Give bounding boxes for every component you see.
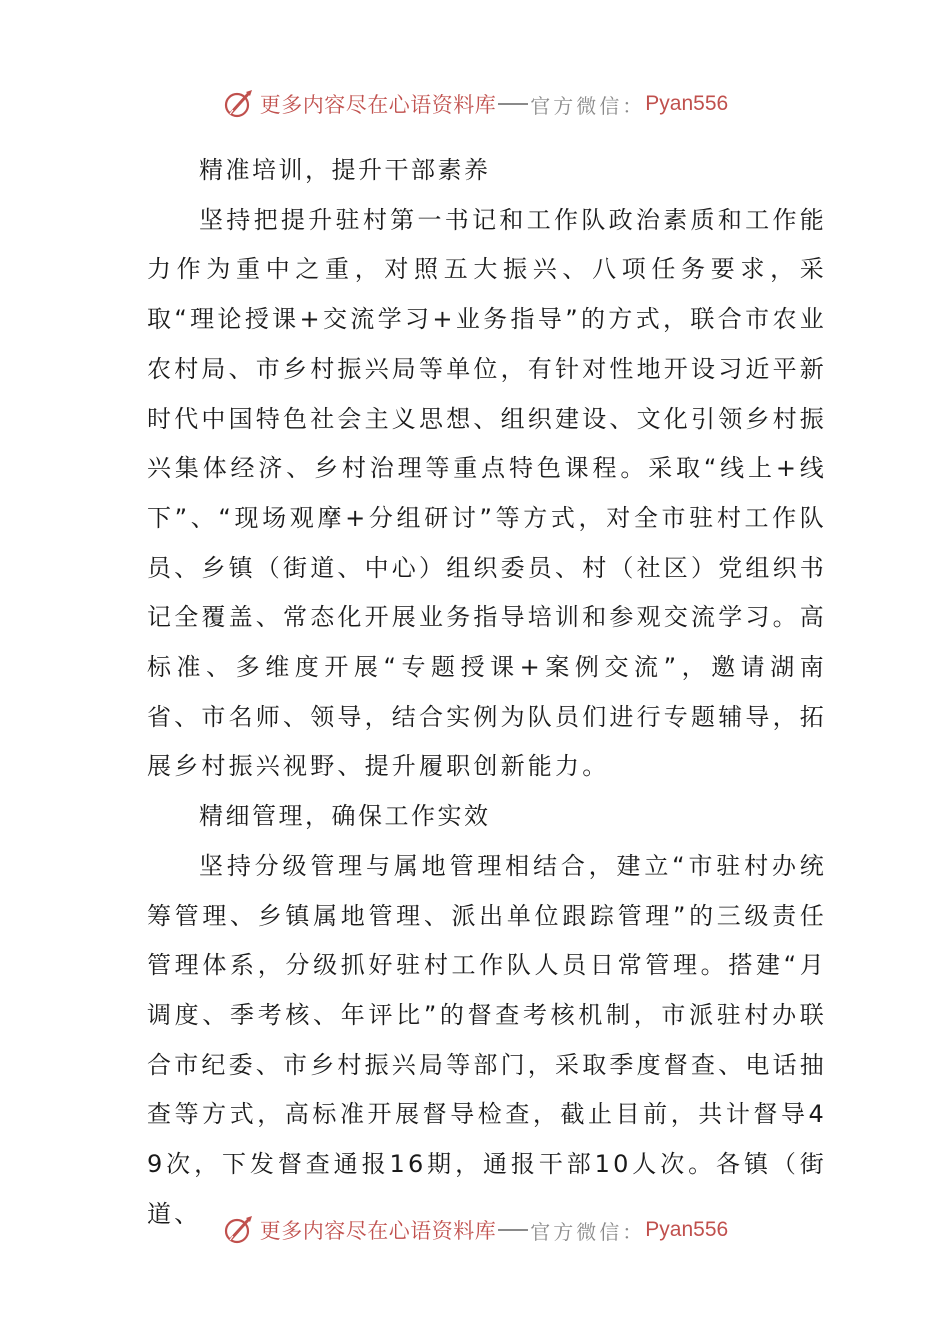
- watermark-official: 官方微信：: [530, 93, 646, 118]
- section-paragraph: 坚持分级管理与属地管理相结合，建立“市驻村办统筹管理、乡镇属地管理、派出单位跟踪管理”的三级责任管理体系，分级抓好驻村工作队人员日常管理。搭建“月调度、季考核、年评比”的督查考核机制，市派驻村办联合市纪委、市乡村振兴局等部门，采取季度督查、电话抽查等方式，高标准开展督导检查，截止目前，共计督导49次，下发督查通报16期，通报干部10人次。各镇（街道、: [147, 851, 827, 1228]
- section-paragraph: 坚持把提升驻村第一书记和工作队政治素质和工作能力作为重中之重，对照五大振兴、八项任务要求，采取“理论授课+交流学习+业务指导”的方式，联合市农业农村局、市乡村振兴局等单位，有针对性地开设习近平新时代中国特色社会主义思想、组织建设、文化引领乡村振兴集体经济、乡村治理等重点特色课程。采取“线上+线下”、“现场观摩+分组研讨”等方式，对全市驻村工作队员、乡镇（街道、中心）组织委员、村（社区）党组织书记全覆盖、常态化开展业务指导培训和参观交流学习。高标准、多维度开展“专题授课+案例交流”，邀请湖南省、市名师、领导，结合实例为队员们进行专题辅导，拓展乡村振兴视野、提升履职创新能力。: [147, 205, 827, 781]
- section-heading: 精细管理，确保工作实效: [199, 802, 491, 831]
- document-body: [147, 146, 827, 1239]
- section-heading: 精准培训，提升干部素养: [199, 156, 491, 184]
- watermark-wechat-id: Pyan556: [645, 1218, 729, 1241]
- watermark-official: 官方微信：: [530, 1219, 646, 1244]
- pen-logo-icon: [222, 1213, 256, 1247]
- watermark-brand: 更多内容尽在心语资料库: [259, 93, 497, 117]
- watermark-dash: [498, 1229, 528, 1231]
- pen-logo-icon: [222, 87, 256, 121]
- watermark-wechat-id: Pyan556: [645, 92, 729, 115]
- watermark-brand: 更多内容尽在心语资料库: [259, 1219, 497, 1243]
- header-watermark: [0, 84, 950, 124]
- watermark-dash: [498, 103, 528, 105]
- footer-watermark: [0, 1210, 950, 1250]
